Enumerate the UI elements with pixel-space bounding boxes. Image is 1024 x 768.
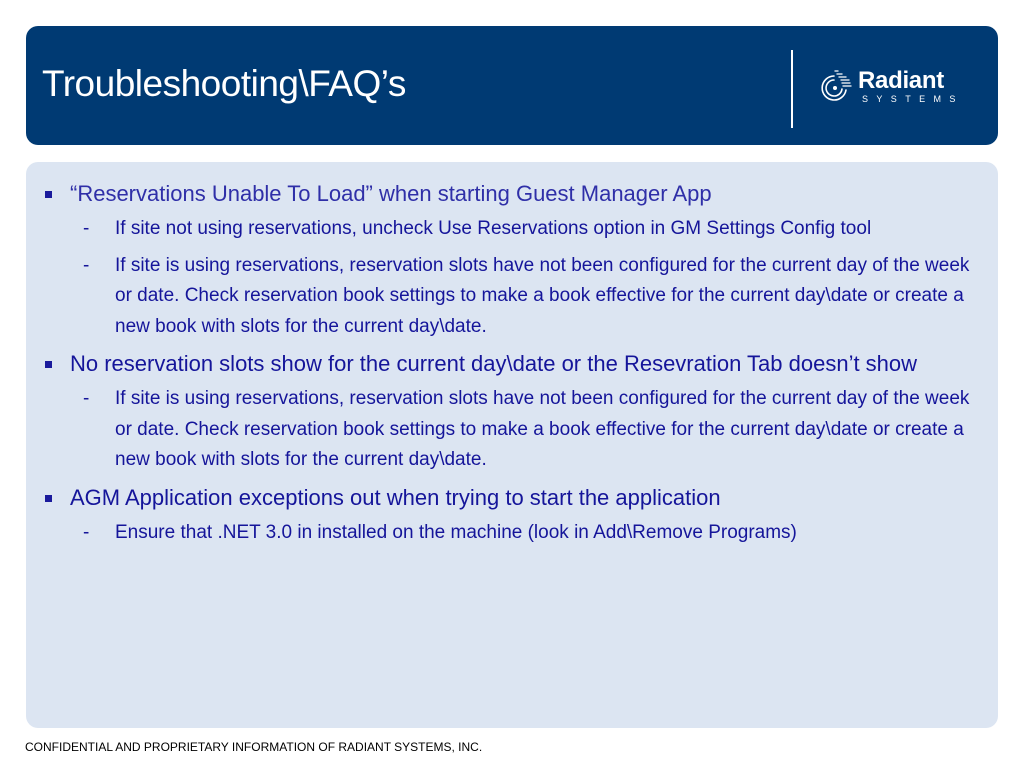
dash-bullet-icon: - xyxy=(83,218,90,239)
logo-wordmark: Radiant xyxy=(858,67,944,94)
square-bullet-icon xyxy=(45,361,52,368)
sub-bullet-item xyxy=(26,251,998,343)
square-bullet-icon xyxy=(45,495,52,502)
page-title: Troubleshooting\FAQ’s xyxy=(42,63,406,104)
bullet-item xyxy=(26,482,998,514)
square-bullet-icon xyxy=(45,191,52,198)
bullet-text: No reservation slots show for the current day\date or the Resevration Tab doesn’t show xyxy=(70,351,918,376)
bullet-item xyxy=(26,348,998,380)
sub-bullet-text: If site not using reservations, uncheck Use Reservations option in GM Settings Config tool xyxy=(115,218,872,239)
sub-bullet-text: If site is using reservations, reservation slots have not been configured for the current day of the week or date. Check reservation book settings to make a book effective for the current day\date or create a new book with slots for the current day\date. xyxy=(115,388,970,470)
dash-bullet-icon: - xyxy=(83,388,90,409)
logo-divider xyxy=(791,50,793,128)
logo-tagline: SYSTEMS xyxy=(862,94,964,104)
confidentiality-footer: CONFIDENTIAL AND PROPRIETARY INFORMATION OF RADIANT SYSTEMS, INC. xyxy=(25,740,483,754)
sub-bullet-item xyxy=(26,384,998,476)
bullet-list xyxy=(26,178,998,554)
radiant-logo xyxy=(814,66,984,108)
bullet-text: AGM Application exceptions out when trying to start the application xyxy=(70,484,721,510)
bullet-text: “Reservations Unable To Load” when starting Guest Manager App xyxy=(70,181,712,206)
sub-bullet-text: If site is using reservations, reservation slots have not been configured for the current day of the week or date. Check reservation book settings to make a book effective for the current day\date or create a new book with slots for the current day\date. xyxy=(115,254,970,337)
sub-bullet-item xyxy=(26,214,998,245)
radiant-logo-mark-icon xyxy=(814,66,854,106)
dash-bullet-icon: - xyxy=(83,254,90,276)
title-bar xyxy=(26,26,998,145)
sub-bullet-text: Ensure that .NET 3.0 in installed on the machine (look in Add\Remove Programs) xyxy=(115,521,797,543)
content-panel xyxy=(26,162,998,728)
dash-bullet-icon: - xyxy=(83,521,90,543)
sub-bullet-item xyxy=(26,518,998,549)
bullet-item xyxy=(26,178,998,210)
